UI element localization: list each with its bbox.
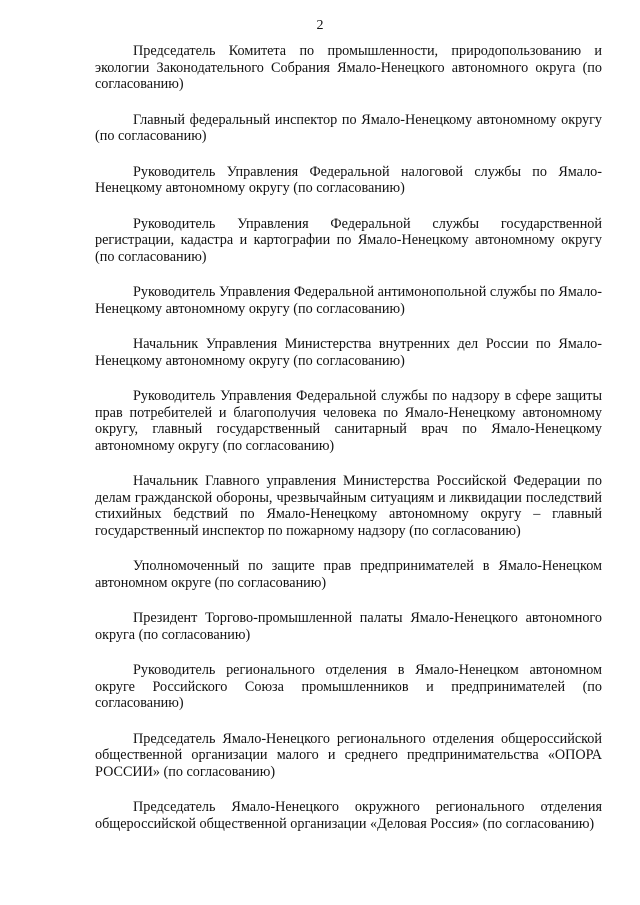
list-item: Главный федеральный инспектор по Ямало-Ненецкому автономному округу (по согласованию): [95, 111, 602, 144]
list-item: Начальник Управления Министерства внутренних дел России по Ямало-Ненецкому автономному округу (по согласованию): [95, 336, 602, 369]
list-item: Руководитель Управления Федеральной налоговой службы по Ямало-Ненецкому автономному округу (по согласованию): [95, 163, 602, 196]
list-item: Руководитель Управления Федеральной службы по надзору в сфере защиты прав потребителей и благополучия человека по Ямало-Ненецкому автономному округу, главный государственный санитарный врач по Ямало-Ненецкому автономному округу (по согласованию): [95, 388, 602, 454]
page-number: 2: [316, 18, 324, 33]
list-item: Уполномоченный по защите прав предпринимателей в Ямало-Ненецком автономном округе (по согласованию): [95, 558, 602, 591]
member-list: [95, 43, 602, 851]
list-item: Председатель Ямало-Ненецкого регионального отделения общероссийской общественной организации малого и среднего предпринимательства «ОПОРА РОССИИ» (по согласованию): [95, 730, 602, 780]
list-item: Руководитель Управления Федеральной антимонопольной службы по Ямало-Ненецкому автономному округу (по согласованию): [95, 284, 603, 317]
list-item: Начальник Главного управления Министерства Российской Федерации по делам гражданской обороны, чрезвычайным ситуациям и ликвидации последствий стихийных бедствий по Ямало-Ненецкому автономному округу – главный государственный инспектор по пожарному надзору (по согласованию): [95, 473, 602, 539]
list-item: Председатель Ямало-Ненецкого окружного регионального отделения общероссийской общественной организации «Деловая Россия» (по согласованию): [95, 799, 602, 832]
list-item: Президент Торгово-промышленной палаты Ямало-Ненецкого автономного округа (по согласованию): [95, 610, 602, 643]
list-item: Руководитель регионального отделения в Ямало-Ненецком автономном округе Российского Союза промышленников и предпринимателей (по согласованию): [95, 662, 602, 711]
list-item: Председатель Комитета по промышленности, природопользованию и экологии Законодательного Собрания Ямало-Ненецкого автономного округа (по согласованию): [95, 43, 602, 92]
list-item: Руководитель Управления Федеральной службы государственной регистрации, кадастра и картографии по Ямало-Ненецкому автономному округу (по согласованию): [95, 215, 602, 265]
